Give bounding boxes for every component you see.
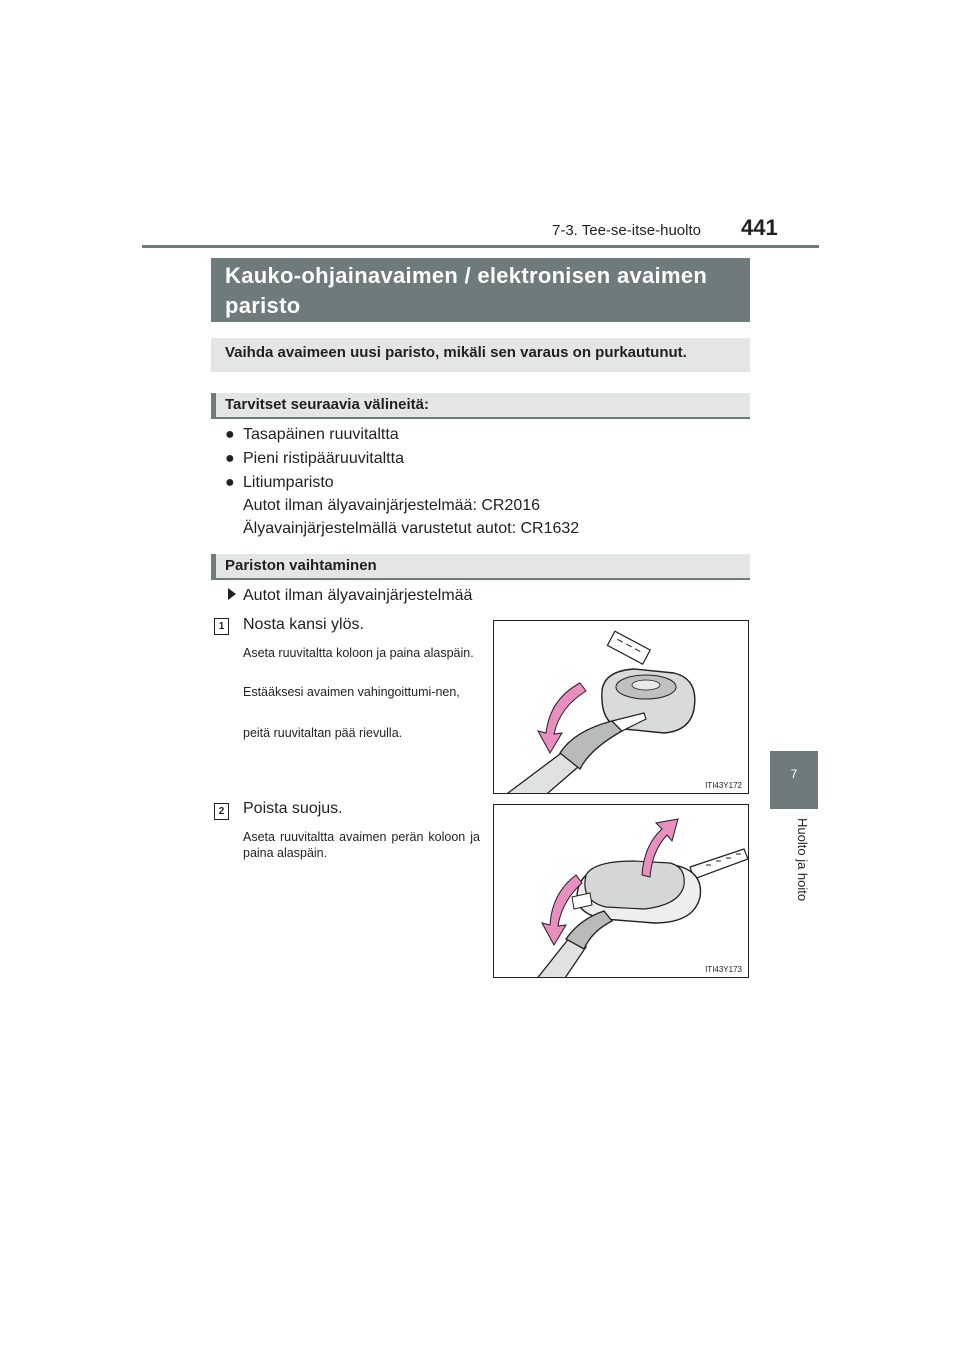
list-item: ● Litiumparisto — [225, 474, 334, 491]
subheading: Autot ilman älyavainjärjestelmää — [228, 587, 472, 605]
step-number-1: 1 — [214, 618, 229, 635]
step-1-note-3: peitä ruuvitaltan pää rievulla. — [243, 726, 403, 740]
figure-code: ITI43Y172 — [705, 781, 742, 790]
battery-line: Autot ilman älyavainjärjestelmää: CR2016 — [243, 497, 541, 514]
figure-remove-cover — [493, 804, 749, 978]
key-illustration-1 — [494, 621, 749, 794]
replace-heading: Pariston vaihtaminen — [225, 557, 377, 574]
triangle-icon — [228, 588, 236, 600]
battery-line: Älyavainjärjestelmällä varustetut autot: CR1632 — [243, 520, 580, 537]
header-rule — [142, 245, 819, 248]
key-illustration-2 — [494, 805, 749, 978]
step-2-title: Poista suojus. — [243, 800, 343, 817]
page-title-line2: paristo — [225, 293, 301, 318]
step-2-note-1: Aseta ruuvitaltta avaimen perän koloon ja paina alaspäin. — [243, 830, 480, 860]
step-number-2: 2 — [214, 803, 229, 820]
list-item: ● Tasapäinen ruuvitaltta — [225, 426, 399, 443]
page-title-line1: Kauko-ohjainavaimen / elektronisen avaimen — [225, 263, 708, 288]
tools-heading: Tarvitset seuraavia välineitä: — [225, 396, 429, 413]
step-1-note-1: Aseta ruuvitaltta koloon ja paina alaspäin. — [243, 646, 474, 660]
chapter-number: 7 — [790, 767, 798, 781]
step-1-title: Nosta kansi ylös. — [243, 616, 364, 633]
step-1-note-2: Estääksesi avaimen vahingoittumi-nen, — [243, 685, 460, 699]
chapter-label: Huolto ja hoito — [795, 818, 810, 902]
replace-heading-box — [211, 554, 750, 580]
bullet-icon: ● — [225, 426, 235, 443]
bullet-icon: ● — [225, 474, 235, 491]
list-item: ● Pieni ristipääruuvitaltta — [225, 450, 404, 467]
figure-open-cover — [493, 620, 749, 794]
page-title — [225, 261, 736, 321]
page-number: 441 — [741, 215, 778, 240]
chapter-tab — [770, 751, 818, 809]
figure-code: ITI43Y173 — [705, 965, 742, 974]
bullet-icon: ● — [225, 450, 235, 467]
tools-heading-box — [211, 393, 750, 419]
page-title-box — [211, 258, 750, 322]
section-label: 7-3. Tee-se-itse-huolto — [552, 222, 701, 239]
intro-text: Vaihda avaimeen uusi paristo, mikäli sen varaus on purkautunut. — [211, 338, 750, 372]
